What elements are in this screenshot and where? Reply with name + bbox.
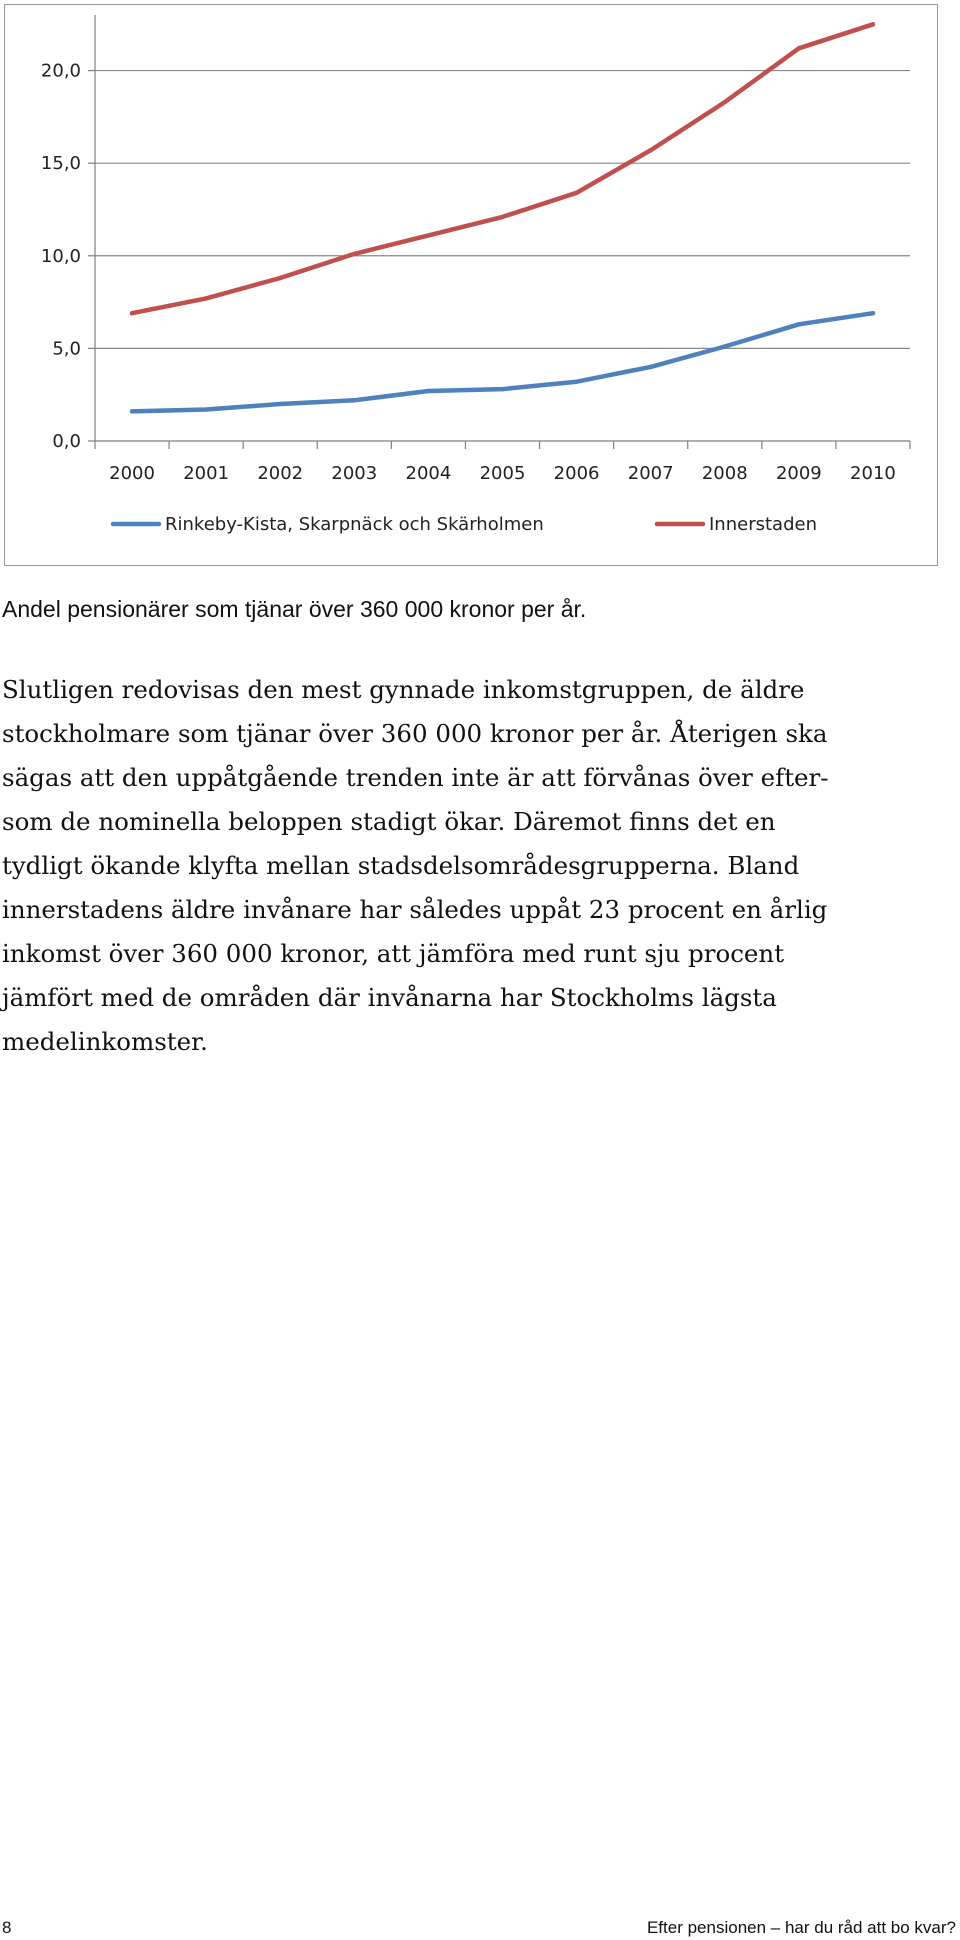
x-tick-label: 2010: [850, 463, 896, 484]
data-point: [278, 402, 282, 406]
chart-caption: Andel pensionärer som tjänar över 360 000 kronor per år.: [2, 596, 587, 622]
data-point: [426, 233, 430, 237]
data-point: [500, 387, 504, 391]
data-point: [871, 311, 875, 315]
body-line: jämfört med de områden där invånarna har Stockholms lägsta: [2, 983, 777, 1012]
data-point: [278, 276, 282, 280]
y-tick-label: 0,0: [52, 431, 81, 452]
data-point: [797, 322, 801, 326]
data-point: [426, 389, 430, 393]
body-paragraph: [2, 668, 952, 1064]
x-tick-label: 2000: [109, 463, 155, 484]
body-line: innerstadens äldre invånare har således uppåt 23 procent en årlig: [2, 895, 828, 924]
data-point: [723, 100, 727, 104]
data-point: [352, 252, 356, 256]
x-tick-label: 2009: [775, 463, 822, 484]
data-point: [204, 296, 208, 300]
x-tick-label: 2003: [331, 463, 378, 484]
x-tick-label: 2001: [183, 463, 230, 484]
series-line: [132, 24, 873, 313]
data-point: [797, 46, 801, 50]
y-tick-label: 10,0: [40, 245, 81, 267]
data-point: [130, 311, 134, 315]
body-line: som de nominella beloppen stadigt ökar. Däremot finns det en: [2, 807, 776, 836]
chart-frame: [4, 4, 938, 566]
data-point: [352, 398, 356, 402]
data-point: [574, 380, 578, 384]
x-tick-label: 2007: [627, 463, 674, 484]
x-tick-label: 2004: [405, 463, 452, 484]
data-point: [574, 191, 578, 195]
legend-label: Rinkeby-Kista, Skarpnäck och Skärholmen: [165, 514, 544, 535]
data-point: [723, 344, 727, 348]
x-tick-label: 2006: [553, 463, 600, 484]
x-tick-label: 2002: [257, 463, 304, 484]
body-line: medelinkomster.: [2, 1027, 208, 1056]
data-point: [500, 215, 504, 219]
body-line: stockholmare som tjänar över 360 000 kronor per år. Återigen ska: [2, 719, 828, 748]
y-tick-label: 15,0: [40, 153, 81, 175]
line-chart: [5, 5, 937, 565]
series-line: [132, 313, 873, 411]
data-point: [130, 409, 134, 413]
body-line: tydligt ökande klyfta mellan stadsdelsområdesgrupperna. Bland: [2, 851, 800, 880]
data-point: [648, 148, 652, 152]
data-point: [648, 365, 652, 369]
body-line: Slutligen redovisas den mest gynnade inkomstgruppen, de äldre: [2, 675, 805, 704]
legend-label: Innerstaden: [709, 514, 817, 535]
x-tick-label: 2008: [701, 463, 748, 484]
y-tick-label: 5,0: [52, 338, 81, 360]
footer-title: Efter pensionen – har du råd att bo kvar?: [646, 1918, 956, 1937]
data-point: [204, 407, 208, 411]
y-tick-label: 20,0: [40, 60, 81, 82]
body-line: inkomst över 360 000 kronor, att jämföra med runt sju procent: [2, 939, 785, 968]
page-number: 8: [2, 1918, 12, 1937]
data-point: [871, 22, 875, 26]
x-tick-label: 2005: [479, 463, 526, 484]
body-line: sägas att den uppåtgående trenden inte är att förvånas över efter-: [2, 763, 829, 792]
